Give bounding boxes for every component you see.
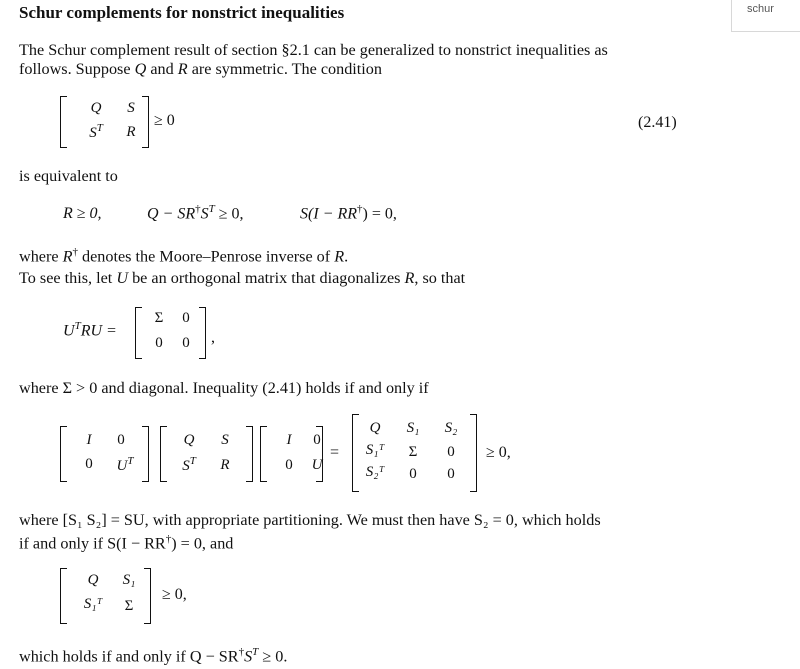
para1-line2: follows. Suppose Q and R are symmetric. The condition: [19, 60, 382, 78]
a11: I: [86, 432, 92, 448]
equiv-text: is equivalent to: [19, 167, 118, 185]
m22: Σ: [124, 598, 134, 614]
comma: ,: [211, 329, 215, 346]
para1-line1: The Schur complement result of section §2.1 can be generalized to nonstrict inequalities as: [19, 41, 608, 59]
c21: 0: [285, 457, 293, 473]
d21: S₁ᵀ: [365, 442, 385, 458]
d22: Σ: [408, 444, 418, 460]
tag-label: schur: [731, 0, 800, 32]
moore-line: where R† denotes the Moore–Penrose inverse of R.: [19, 246, 349, 266]
d33: 0: [447, 466, 455, 482]
d32: 0: [409, 466, 417, 482]
m11: Q: [87, 572, 99, 588]
partition-line2: if and only if S(I − RR†) = 0, and: [19, 533, 234, 553]
rel-geq: ≥ 0,: [162, 586, 187, 603]
right-bracket: [142, 96, 149, 148]
rel-geq: ≥ 0,: [486, 444, 511, 461]
rel-geq: ≥ 0: [154, 112, 175, 129]
utru-lhs: $U^TRU$ =: [63, 320, 117, 340]
a21: 0: [85, 456, 93, 472]
m21: S: [89, 125, 97, 141]
a12: 0: [117, 432, 125, 448]
last-line: which holds if and only if $Q - SR^\dagger S^T \ge 0$.: [19, 646, 288, 666]
m12: 0: [182, 310, 190, 326]
final-matrix: [60, 566, 220, 626]
c11: I: [286, 432, 292, 448]
cond-2: $Q - SR^\dagger S^T \ge 0$,: [147, 203, 244, 223]
a22: U: [116, 458, 128, 474]
sigma-line: where Σ > 0 and diagonal. Inequality (2.41) holds if and only if: [19, 379, 429, 397]
d31: S₂ᵀ: [365, 464, 385, 480]
d23: 0: [447, 444, 455, 460]
m22: 0: [182, 335, 190, 351]
tosee-line: To see this, let U be an orthogonal matrix that diagonalizes R, so that: [19, 269, 466, 287]
utru-matrix: [135, 305, 225, 361]
b21: S: [182, 458, 190, 474]
equation-number: (2.41): [638, 114, 677, 131]
m11: Σ: [154, 310, 164, 326]
c12: 0: [313, 432, 321, 448]
big-equation: I 0 0 $U^T$ Q S $S^T$ R I 0 0 U = Q S₁ S₂ S₁ᵀ Σ 0 S₂ᵀ 0 0 ≥ 0,: [60, 420, 620, 490]
d13: S₂: [444, 420, 458, 436]
d12: S₁: [406, 420, 420, 436]
c22: U: [311, 457, 323, 473]
b22: R: [220, 457, 230, 473]
m12: S₁: [122, 572, 136, 588]
b12: S: [221, 432, 229, 448]
cond-3: S(I − RR†) = 0,: [300, 203, 397, 223]
cond-1: R ≥ 0,: [63, 205, 102, 222]
section-heading: Schur complements for nonstrict inequalities: [19, 3, 345, 22]
d11: Q: [369, 420, 381, 436]
equation-2-41: Q S $S^T$ R ≥ 0: [60, 94, 220, 150]
m22: R: [126, 124, 136, 140]
m21: S₁ᵀ: [83, 596, 103, 612]
m11: Q: [90, 100, 102, 116]
b11: Q: [183, 432, 195, 448]
equals: =: [330, 444, 340, 461]
m21: 0: [155, 335, 163, 351]
partition-line1: where [S₁ S₂] = SU, with appropriate partitioning. We must then have S₂ = 0, which holds: [19, 511, 601, 529]
m12: S: [127, 100, 135, 116]
